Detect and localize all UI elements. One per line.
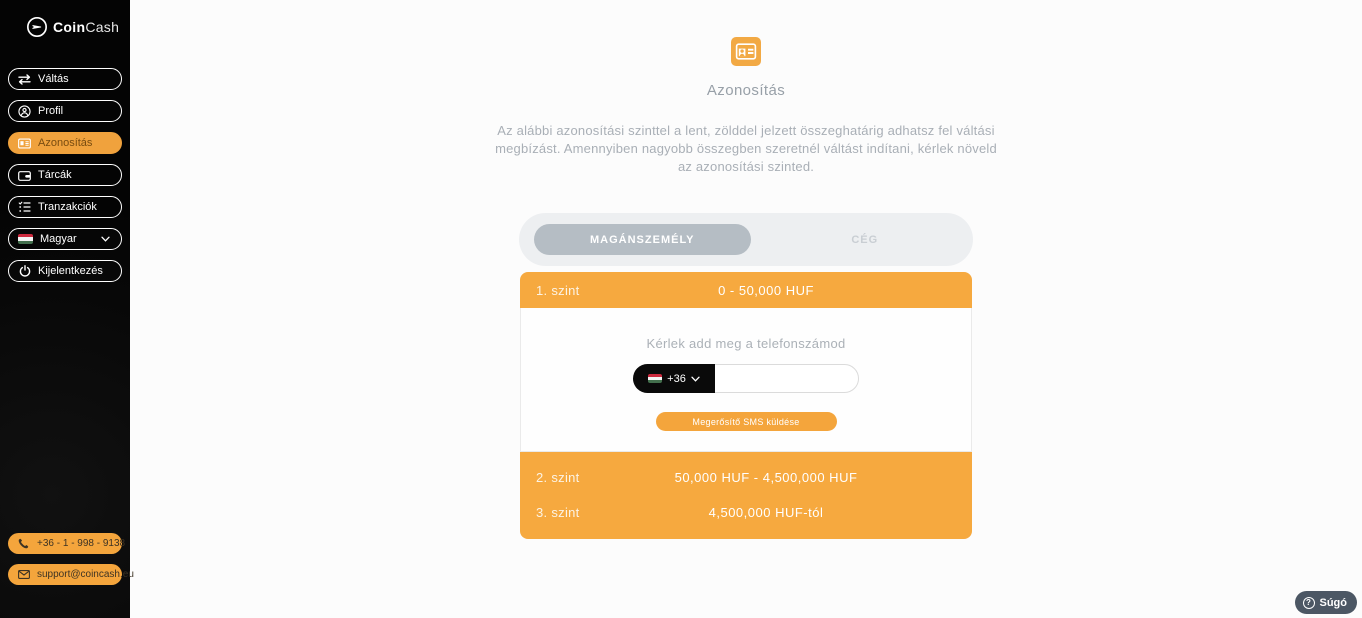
verification-levels-card [520, 272, 972, 539]
wallet-icon [18, 169, 31, 182]
phone-number: +36 - 1 - 998 - 9138 [37, 538, 126, 549]
page-title: Azonosítás [706, 82, 786, 99]
level-label: 1. szint [536, 282, 580, 298]
sidebar-contact [8, 533, 134, 585]
sidebar-item-label: Váltás [38, 73, 69, 85]
sidebar-item-label: Tranzakciók [38, 201, 97, 213]
help-label: Súgó [1319, 596, 1347, 609]
phone-input-group [633, 364, 859, 393]
page-description: Az alábbi azonosítási szinttel a lent, zölddel jelzett összeghatárig adhatsz fel váltási megbízást. Amennyiben nagyobb összegben szeretnél váltást indítani, kérlek növeld az azonosítási szinted. [495, 123, 997, 174]
exchange-icon [18, 73, 31, 86]
sidebar-item-tarcak[interactable] [8, 164, 122, 186]
sidebar-item-label: Tárcák [38, 169, 72, 181]
level-range: 4,500,000 HUF-tól [708, 505, 824, 520]
language-selector[interactable] [8, 228, 122, 250]
hungary-flag-icon [648, 374, 662, 383]
sidebar-item-azonositas[interactable] [8, 132, 122, 154]
sidebar-item-label: Kijelentkezés [38, 265, 103, 277]
level-footer [520, 452, 972, 539]
email-icon [18, 570, 30, 579]
phone-icon [18, 538, 30, 549]
level-label: 2. szint [536, 470, 580, 485]
dial-code: +36 [667, 372, 686, 385]
phone-contact-button[interactable] [8, 533, 126, 554]
profile-icon [18, 105, 31, 118]
power-icon [18, 265, 31, 278]
sidebar [0, 0, 134, 618]
send-sms-button[interactable]: Megerősítő SMS küldése [656, 412, 837, 431]
level-2-row [520, 460, 972, 495]
brand-name: CoinCash [53, 19, 120, 35]
coincash-logo-icon [26, 16, 48, 38]
tab-ceg[interactable]: CÉG [851, 233, 879, 246]
chevron-down-icon [99, 233, 112, 246]
help-button[interactable] [1295, 591, 1358, 614]
question-icon: ? [1303, 597, 1315, 609]
email-contact-button[interactable] [8, 564, 134, 585]
chevron-down-icon [691, 376, 700, 382]
sidebar-item-valtas[interactable] [8, 68, 122, 90]
level-3-row [520, 495, 972, 530]
brand [0, 0, 130, 38]
sidebar-nav [0, 68, 130, 282]
level-label: 3. szint [536, 505, 580, 520]
sidebar-item-label: Azonosítás [38, 137, 93, 149]
account-type-tabs [519, 213, 973, 266]
language-label: Magyar [40, 233, 77, 245]
level-1-row [520, 272, 972, 308]
email-address: support@coincash.eu [37, 569, 134, 580]
id-card-icon [18, 137, 31, 150]
transactions-icon [18, 201, 31, 214]
sidebar-item-label: Profil [38, 105, 64, 117]
sidebar-item-kijelentkezes[interactable] [8, 260, 122, 282]
phone-verification-panel [520, 308, 972, 452]
id-card-hero-icon [731, 37, 761, 66]
phone-number-input[interactable] [718, 365, 856, 392]
level-range: 50,000 HUF - 4,500,000 HUF [674, 470, 858, 485]
tab-maganszemely[interactable]: MAGÁNSZEMÉLY [534, 224, 751, 255]
sidebar-item-tranzakciok[interactable] [8, 196, 122, 218]
dial-code-selector[interactable] [633, 364, 715, 393]
phone-prompt: Kérlek add meg a telefonszámod [646, 336, 846, 351]
level-range: 0 - 50,000 HUF [718, 282, 814, 298]
hungary-flag-icon [18, 234, 33, 244]
sidebar-item-profil[interactable] [8, 100, 122, 122]
main-content [130, 0, 1362, 618]
